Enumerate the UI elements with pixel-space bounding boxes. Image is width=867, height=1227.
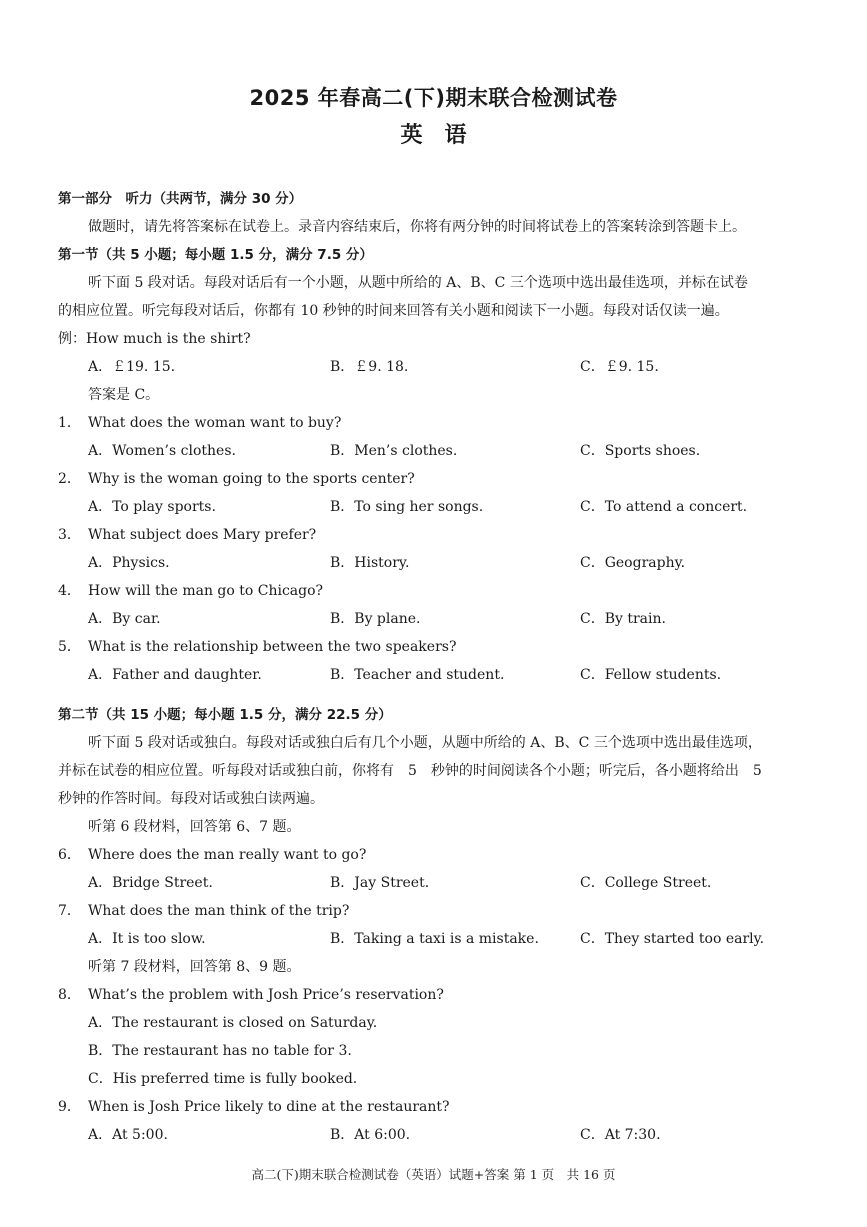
option-c: C．By train.	[580, 611, 666, 627]
question-number: 2．	[58, 471, 81, 487]
option-c: C．Sports shoes.	[580, 443, 701, 459]
question-3-options	[0, 553, 867, 573]
option-a: A．Physics.	[88, 555, 170, 571]
question-5-options	[0, 665, 867, 685]
question-text: How will the man go to Chicago?	[88, 583, 324, 599]
option-c: C．Geography.	[580, 555, 686, 571]
option-a: A．By car.	[88, 611, 161, 627]
question-number: 1．	[58, 415, 81, 431]
page-footer: 高二(下)期末联合检测试卷（英语）试题+答案 第 1 页 共 16 页	[251, 1167, 616, 1182]
question-8-option-b: B．The restaurant has no table for 3.	[88, 1043, 352, 1059]
option-c: C．To attend a concert.	[580, 499, 748, 515]
option-b: B．At 6:00.	[330, 1127, 411, 1143]
question-9-options	[0, 1125, 867, 1145]
section2-instruction-line1: 听下面 5 段对话或独白。每段对话或独白后有几个小题，从题中所给的 A、B、C 三个选项中选出最佳选项，	[88, 735, 762, 751]
option-b: B．Jay Street.	[330, 875, 430, 891]
option-a: A．Bridge Street.	[88, 875, 213, 891]
question-number: 4．	[58, 583, 81, 599]
section2-instruction-line2: 并标在试卷的相应位置。听每段对话或独白前，你将有 5 秒钟的时间阅读各个小题；听完后，各小题将给出 5	[58, 763, 762, 779]
question-text: What is the relationship between the two speakers?	[88, 639, 457, 655]
section1-instruction-line1: 听下面 5 段对话。每段对话后有一个小题，从题中所给的 A、B、C 三个选项中选出最佳选项，并标在试卷	[88, 275, 748, 291]
material-7-note: 听第 7 段材料，回答第 8、9 题。	[88, 959, 301, 975]
question-text: What subject does Mary prefer?	[88, 527, 317, 543]
option-a: A．At 5:00.	[88, 1127, 168, 1143]
example-answer: 答案是 C。	[88, 387, 160, 403]
section1-heading: 第一节（共 5 小题；每小题 1.5 分，满分 7.5 分）	[58, 247, 373, 263]
part1-instruction: 做题时，请先将答案标在试卷上。录音内容结束后，你将有两分钟的时间将试卷上的答案转涂到答题卡上。	[88, 219, 746, 235]
exam-title: 2025 年春高二(下)期末联合检测试卷	[249, 86, 618, 110]
question-number: 7．	[58, 903, 81, 919]
option-b: B．Taking a taxi is a mistake.	[330, 931, 539, 947]
question-6	[58, 845, 758, 865]
option-b: B．Men’s clothes.	[330, 443, 458, 459]
question-text: Why is the woman going to the sports center?	[88, 471, 415, 487]
option-b: B．By plane.	[330, 611, 421, 627]
question-7	[58, 901, 758, 921]
question-7-options	[0, 929, 867, 949]
option-a: A．Women’s clothes.	[88, 443, 236, 459]
question-text: What does the woman want to buy?	[88, 415, 342, 431]
question-2-options	[0, 497, 867, 517]
question-4	[58, 581, 758, 601]
question-1-options	[0, 441, 867, 461]
question-number: 8．	[58, 987, 81, 1003]
question-number: 9．	[58, 1099, 81, 1115]
question-number: 3．	[58, 527, 81, 543]
question-number: 5．	[58, 639, 81, 655]
material-6-note: 听第 6 段材料，回答第 6、7 题。	[88, 819, 301, 835]
question-9	[58, 1097, 758, 1117]
question-number: 6．	[58, 847, 81, 863]
question-text: When is Josh Price likely to dine at the restaurant?	[88, 1099, 450, 1115]
example-option-b: B．￡9. 18.	[330, 359, 409, 375]
question-text: What’s the problem with Josh Price’s reservation?	[88, 987, 444, 1003]
example-option-c: C．￡9. 15.	[580, 359, 659, 375]
option-a: A．To play sports.	[88, 499, 216, 515]
option-b: B．To sing her songs.	[330, 499, 484, 515]
question-2	[58, 469, 758, 489]
option-c: C．Fellow students.	[580, 667, 722, 683]
example-question: 例：How much is the shirt?	[58, 331, 251, 347]
part1-heading: 第一部分 听力（共两节，满分 30 分）	[58, 191, 303, 207]
option-c: C．College Street.	[580, 875, 712, 891]
question-6-options	[0, 873, 867, 893]
section2-instruction-line3: 秒钟的作答时间。每段对话或独白读两遍。	[58, 791, 324, 807]
question-8	[58, 985, 758, 1005]
question-8-option-a: A．The restaurant is closed on Saturday.	[88, 1015, 378, 1031]
question-text: What does the man think of the trip?	[88, 903, 350, 919]
example-options	[0, 357, 867, 377]
option-b: B．Teacher and student.	[330, 667, 505, 683]
question-8-option-c: C．His preferred time is fully booked.	[88, 1071, 358, 1087]
option-a: A．It is too slow.	[88, 931, 206, 947]
exam-subject: 英语	[400, 123, 489, 148]
question-5	[58, 637, 758, 657]
question-text: Where does the man really want to go?	[88, 847, 367, 863]
question-1	[58, 413, 758, 433]
option-b: B．History.	[330, 555, 410, 571]
section2-heading: 第二节（共 15 小题；每小题 1.5 分，满分 22.5 分）	[58, 707, 392, 723]
option-a: A．Father and daughter.	[88, 667, 262, 683]
option-c: C．They started too early.	[580, 931, 765, 947]
example-option-a: A．￡19. 15.	[88, 359, 176, 375]
question-4-options	[0, 609, 867, 629]
section1-instruction-line2: 的相应位置。听完每段对话后，你都有 10 秒钟的时间来回答有关小题和阅读下一小题。每段对话仅读一遍。	[58, 303, 729, 319]
question-3	[58, 525, 758, 545]
option-c: C．At 7:30.	[580, 1127, 661, 1143]
